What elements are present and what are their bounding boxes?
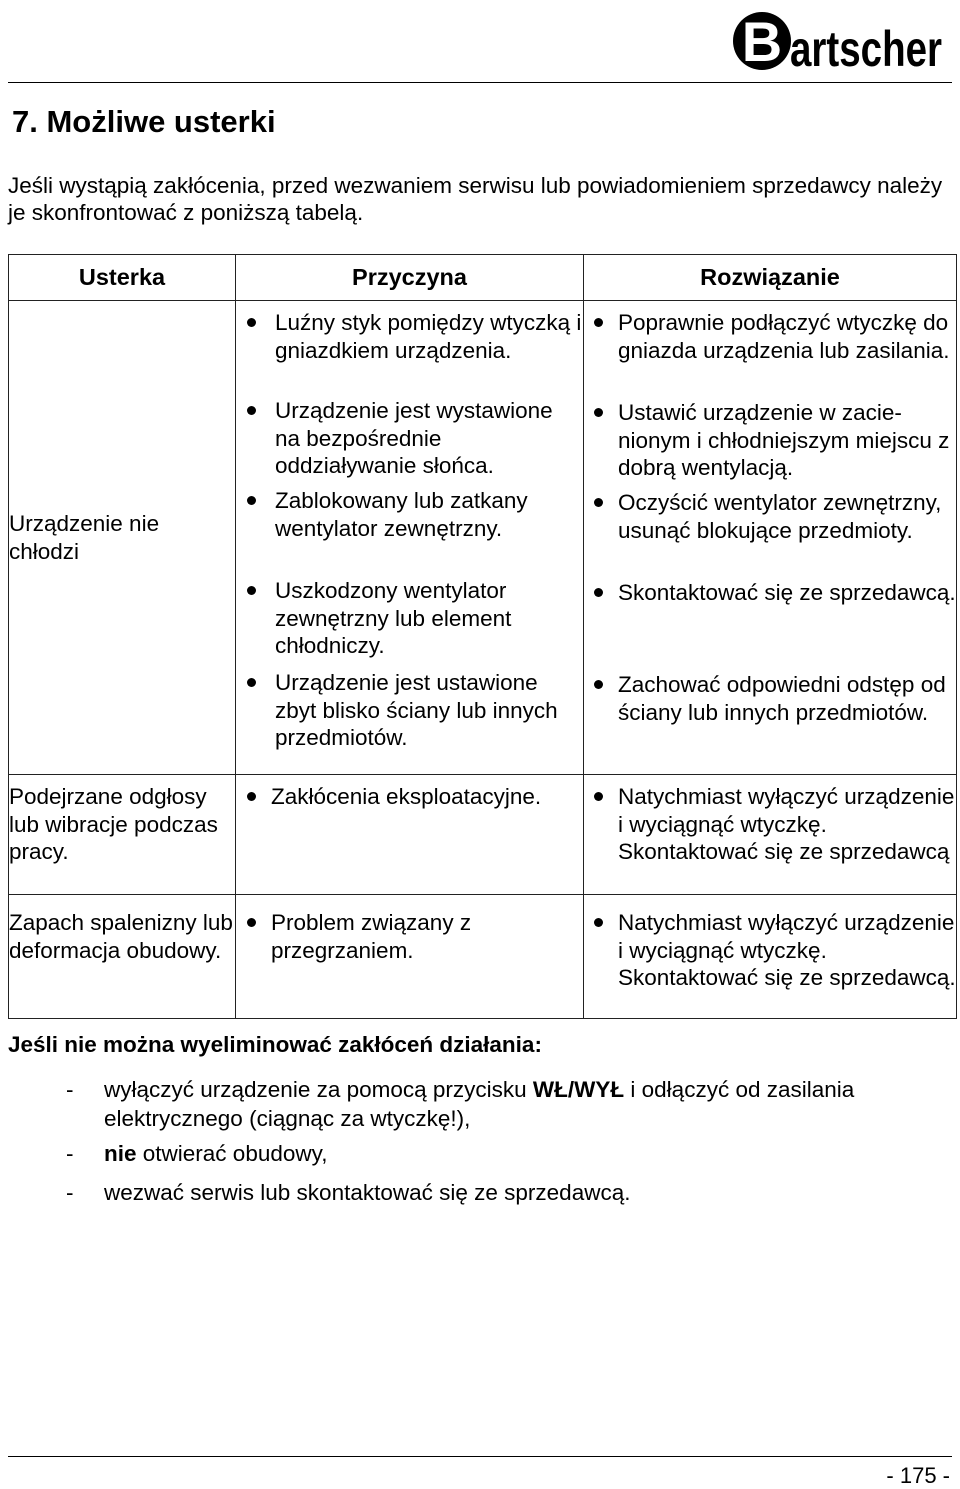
list-item: Luźny styk pomiędzy wtyczką i gniazdkiem urządzenia. (236, 309, 583, 397)
table-row (9, 301, 957, 775)
solution-cell (584, 895, 957, 1019)
step-bold: WŁ/WYŁ (532, 1077, 625, 1102)
bullet-icon (247, 318, 256, 327)
list-item: Zachować odpowiedni odstęp od ściany lub innych przedmiotów. (584, 671, 956, 726)
cause-cell (236, 301, 584, 775)
bullet-icon (247, 586, 256, 595)
svg-text:artscher: artscher (790, 21, 942, 76)
list-item: Natychmiast wyłączyć urządzenie i wyciągnąć wtyczkę. Skontaktować się ze sprzedawcą. (584, 909, 956, 992)
list-item: - wezwać serwis lub skontaktować się ze sprzedawcą. (66, 1180, 631, 1205)
solution-list (584, 909, 956, 992)
dash-marker: - (66, 1077, 74, 1102)
bullet-icon (594, 408, 603, 417)
section-title: 7. Możliwe usterki (12, 104, 276, 139)
list-item: Urządzenie jest ustawione zbyt blisko ściany lub innych przedmiotów. (236, 669, 583, 752)
cause-list (236, 309, 583, 752)
list-item: Urządzenie jest wystawione na bezpośrednie oddziaływanie słońca. (236, 397, 583, 487)
issue-text: Zapach spalenizny lub deformacja obudowy. (9, 910, 233, 963)
step-bold: nie (104, 1141, 137, 1166)
list-item: Skontaktować się ze sprzedawcą. (584, 579, 956, 671)
bullet-icon (247, 918, 256, 927)
issue-cell (9, 775, 236, 895)
footer-rule (8, 1456, 952, 1457)
list-item: Oczyścić wentylator zewnętrzny, usunąć blokujące przedmioty. (584, 489, 956, 579)
bullet-icon (594, 318, 603, 327)
intro-text: Jeśli wystąpią zakłócenia, przed wezwaniem serwisu lub powiadomieniem sprzedawcy należy je skonfrontować z poniższą tabelą. (8, 173, 943, 225)
cause-cell (236, 775, 584, 895)
list-item: Uszkodzony wentylator zewnętrzny lub element chłodniczy. (236, 577, 583, 669)
issue-cell (9, 895, 236, 1019)
cause-list (236, 783, 583, 811)
bullet-icon (247, 496, 256, 505)
footer-heading: Jeśli nie można wyeliminować zakłóceń działania: (8, 1032, 542, 1057)
svg-text:B: B (741, 10, 783, 73)
bullet-icon (594, 498, 603, 507)
fault-table-header (9, 255, 957, 301)
header-cause: Przyczyna (236, 255, 584, 301)
solution-cell (584, 301, 957, 775)
page-number: - 175 - (886, 1463, 950, 1488)
list-item: Zablokowany lub zatkany wentylator zewnętrzny. (236, 487, 583, 577)
list-item: Natychmiast wyłączyć urządzenie i wyciągnąć wtyczkę. Skontaktować się ze sprzedawcą (584, 783, 956, 866)
list-item: Ustawić urządzenie w zacie-nionym i chłodniejszym miejscu z dobrą wentylacją. (584, 399, 956, 489)
header-solution: Rozwiązanie (584, 255, 957, 301)
header-rule (8, 82, 952, 83)
issue-text: Urządzenie nie chłodzi (9, 511, 160, 564)
fault-table (8, 254, 957, 1019)
solution-list (584, 309, 956, 726)
table-row (9, 775, 957, 895)
bullet-icon (247, 678, 256, 687)
bullet-icon (594, 588, 603, 597)
cause-cell (236, 895, 584, 1019)
solution-cell (584, 775, 957, 895)
dash-marker: - (66, 1180, 74, 1205)
solution-list (584, 783, 956, 866)
issue-cell (9, 301, 236, 775)
list-item: Poprawnie podłączyć wtyczkę do gniazda urządzenia lub zasilania. (584, 309, 956, 399)
bartscher-logo (730, 4, 945, 76)
bullet-icon (247, 792, 256, 801)
header-issue: Usterka (9, 255, 236, 301)
list-item: - nie otwierać obudowy, (66, 1141, 328, 1166)
bullet-icon (594, 918, 603, 927)
bullet-icon (594, 680, 603, 689)
steps-list (8, 1075, 948, 1207)
dash-marker: - (66, 1141, 74, 1166)
table-row (9, 895, 957, 1019)
list-item: Problem związany z przegrzaniem. (236, 909, 583, 964)
list-item: Zakłócenia eksploatacyjne. (236, 783, 583, 811)
bullet-icon (594, 792, 603, 801)
bullet-icon (247, 406, 256, 415)
cause-list (236, 909, 583, 964)
list-item: - wyłączyć urządzenie za pomocą przycisku WŁ/WYŁ i odłączyć od zasilania elektrycznego (ciągnąc za wtyczkę!), (66, 1077, 855, 1131)
issue-text: Podejrzane odgłosy lub wibracje podczas pracy. (9, 784, 218, 864)
